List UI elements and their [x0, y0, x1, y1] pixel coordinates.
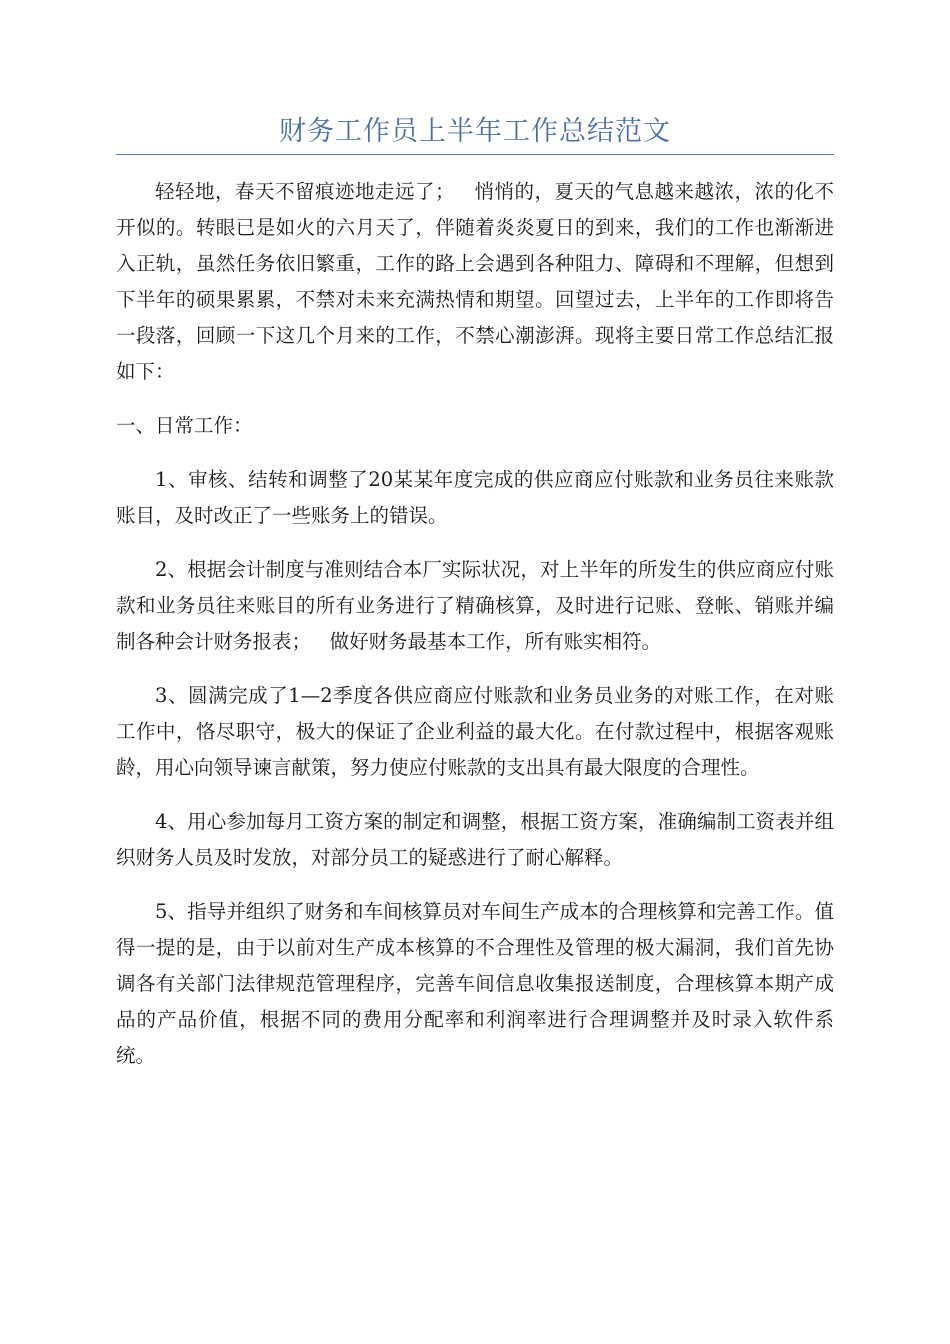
intro-paragraph: 轻轻地，春天不留痕迹地走远了； 悄悄的，夏天的气息越来越浓，浓的化不开似的。转眼已是如火的六月天了，伴随着炎炎夏日的到来，我们的工作也渐渐进入正轨，虽然任务依旧繁重，工作的路上会遇到各种阻力、障碍和不理解，但想到下半年的硕果累累，不禁对未来充满热情和期望。回望过去，上半年的工作即将告一段落，回顾一下这几个月来的工作，不禁心潮澎湃。现将主要日常工作总结汇报如下： — [116, 180, 834, 383]
list-item-4: 4、用心参加每月工资方案的制定和调整，根据工资方案，准确编制工资表并组织财务人员及时发放，对部分员工的疑惑进行了耐心解释。 — [116, 810, 834, 869]
section-heading: 一、日常工作： — [116, 414, 253, 437]
document-title: 财务工作员上半年工作总结范文 — [279, 116, 671, 147]
title-underline — [116, 154, 834, 155]
list-item-5: 5、指导并组织了财务和车间核算员对车间生产成本的合理核算和完善工作。值得一提的是，由于以前对生产成本核算的不合理性及管理的极大漏洞，我们首先协调各有关部门法律规范管理程序，完善车间信息收集报送制度，合理核算本期产成品的产品价值，根据不同的费用分配率和利润率进行合理调整并及时录入软件系统。 — [116, 900, 834, 1067]
list-item-3: 3、圆满完成了1—2季度各供应商应付账款和业务员业务的对账工作，在对账工作中，恪尽职守，极大的保证了企业利益的最大化。在付款过程中，根据客观账龄，用心向领导谏言献策，努力使应付账款的支出具有最大限度的合理性。 — [116, 684, 834, 779]
list-item-1: 1、审核、结转和调整了20某某年度完成的供应商应付账款和业务员往来账款账目，及时改正了一些账务上的错误。 — [116, 468, 834, 527]
document-body — [116, 174, 834, 1092]
list-item-2: 2、根据会计制度与准则结合本厂实际状况，对上半年的所发生的供应商应付账款和业务员往来账目的所有业务进行了精确核算，及时进行记账、登帐、销账并编制各种会计财务报表； 做好财务最基本工作，所有账实相符。 — [116, 558, 834, 653]
